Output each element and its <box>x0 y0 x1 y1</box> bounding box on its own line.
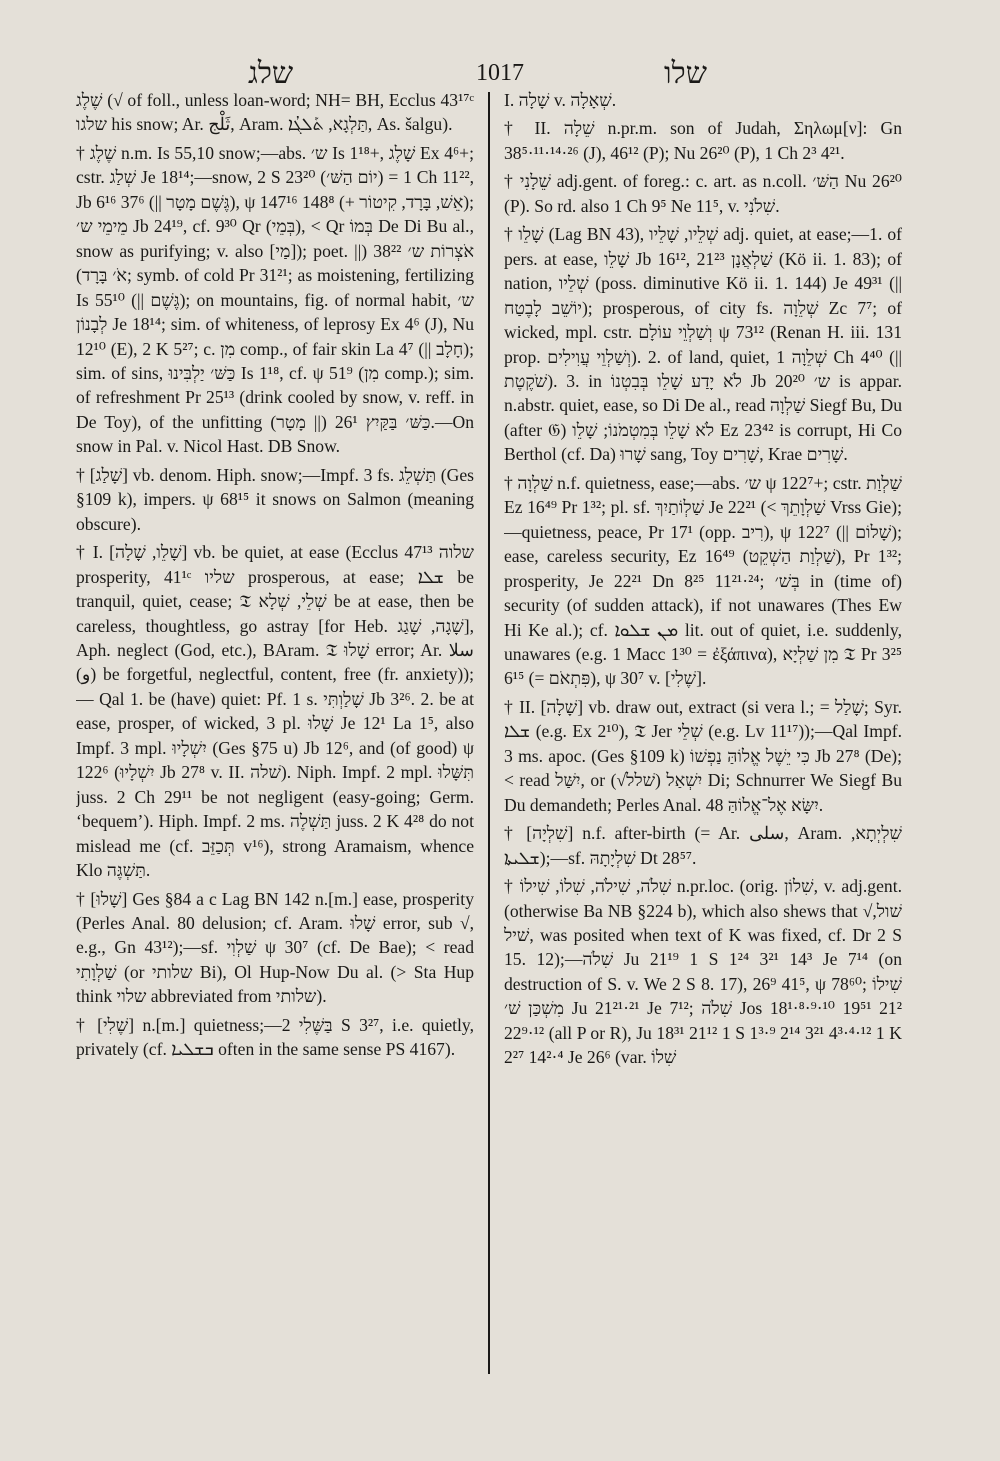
right-column <box>504 88 902 1378</box>
entry-text: † II. [שָׁלָה] vb. draw out, extract (si vera l.; = שָׁלַל; Syr. ܫܠܐ (e.g. Ex 2¹⁰), 𝔗 Jer שְׁלֵי (e.g. Lv 11¹⁷));—Qal Impf. 3 ms. apoc. (Ges §109 k) כִּי יֵשֶׁל אֱלוֹהַּ נַפְשׁוֹ Jb 27⁸ (De); < read יִשַּׁל, or יִשְׁאַל (שׁלל√) Di; Schnurrer We Siegf Bu Du demandeth; Perles Anal. 48 יִשָּׂא אֶל־אֱלוֹהַּ. <box>504 696 902 815</box>
entry-sheli-noun <box>76 1013 474 1062</box>
entry-text: † שֵׁלָנִי adj.gent. of foreg.: c. art. as n.coll. הַשּׁ׳ Nu 26²⁰ (P). So rd. also 1 Ch 9⁵ Ne 11⁵, v. שִׁלֹנִי. <box>504 171 902 216</box>
entry-shelag-noun <box>76 141 474 459</box>
entry-shelah-prm <box>504 116 902 165</box>
entry-text: I. שָׁלָה v. שְׁאָלָה. <box>504 90 617 110</box>
entry-shilyah-noun <box>504 821 902 870</box>
entry-shalew-adj <box>504 222 902 467</box>
right-running-head: שלו <box>664 56 707 91</box>
column-divider <box>488 92 490 1374</box>
entry-text: † שִׁלֹה, שִׁילֹה, שִׁלוֹ, שִׁילוֹ n.pr.loc. (orig. שִׁלוֹן, v. adj.gent. (otherwise Ba NB §224 b), which also shews that √שׁול, שׁיל, was posited when text of K was fixed, cf. Dr 2 S 15. 12);—שִׁלֹה Ju 21¹⁹ 1 S 1²⁴ 3²¹ 14³ Je 7¹⁴ (on destruction of S. v. We 2 S 8. 17), 26⁹ 41⁵, ψ 78⁶⁰; שִׁילוֹ מִשְׁכַּן שׁ׳ Ju 21²¹·²¹ Je 7¹²; שִׁלֹה Jos 18¹·⁸·⁹·¹⁰ 19⁵¹ 21² 22⁹·¹² (all P or R), Ju 18³¹ 21¹² 1 S 1³·⁹ 2¹⁴ 3²¹ 4³·⁴·¹² 1 K 2²⁷ 14²·⁴ Je 26⁶ (var. שִׁלוֹ <box>504 876 902 1068</box>
entry-text: † [שִׁלְיָה] n.f. after-birth (= Ar. سلى, Aram. שִׁלְיְתָא, ܫܠܝܬܐ);—sf. שִׁלְיָתָהּ Dt 28⁵⁷. <box>504 823 902 868</box>
left-running-head: שלג <box>248 56 294 91</box>
entry-text: † I. [שָׁלֵו, שָׁלָה] vb. be quiet, at ease (Ecclus 47¹³ שלוה prosperity, 41¹ᶜ שליו prosperous, at ease; ܫܠܐ be tranquil, quiet, cease; 𝔗 שְׁלֵי, שְׁלָא be at ease, then be careless, thoughtless, go astray [for Heb. שָׁגָה, שָׁגַג], Aph. neglect (God, etc.), BAram. 𝔗 שָׁלוּ error; Ar. سلا (و) be forgetful, neglectful, content, free (fr. anxiety));— Qal 1. be (have) quiet: Pf. 1 s. שָׁלַוְתִּי Jb 3²⁶. 2. be at ease, prosper, of wicked, 3 pl. שָׁלוּ Je 12¹ La 1⁵, also Impf. 3 mpl. יִשְׁלָיוּ (Ges §75 u) Jb 12⁶, and (of good) ψ 122⁶ (יִשְׁלָיוּ Jb 27⁸ v. II. שׁלה). Niph. Impf. 2 mpl. תִּשָּׁלוּ juss. 2 Ch 29¹¹ be not negligent (easy-going; Germ. ‘bequem’). Hiph. Impf. 2 ms. תַּשְׁלֶה juss. 2 K 4²⁸ do not mislead me (cf. תְּכַזֵּב v¹⁶), strong Aramaism, whence Klo תַּשְׁגֶּה. <box>76 542 474 881</box>
entry-text: † [שֶׁלִי] n.[m.] quietness;—בַּשֶּׁלִי 2 S 3²⁷, i.e. quietly, privately (cf. ܒܫܠܝܐ often in the same sense PS 4167). <box>76 1014 474 1060</box>
entry-text: † [שָׁלוּ] Ges §84 a c Lag BN 142 n.[m.] ease, prosperity (Perles Anal. 80 delusion; cf. Aram. שָׁלוּ error, sub √, e.g., Gn 43¹²);—sf. שַׁלְוִי ψ 30⁷ (cf. De Bae); < read שַׁלְוָתִי (or שלותי Bi), Ol Hup-Now Du al. (> Sta Hup think שלוי abbreviated from שלותי). <box>76 888 474 1007</box>
entry-shalu-noun <box>76 887 474 1009</box>
entry-shalwah-noun <box>504 471 902 691</box>
entry-shelani-gent <box>504 169 902 218</box>
entry-text: † שַׁלְוָה n.f. quietness, ease;—abs. ש׳ ψ 122⁷+; cstr. שַׁלְוַת Ez 16⁴⁹ Pr 1³²; pl. sf. שַׁלְוֹתַיִךְ Je 22²¹ (< שַׁלְוָתֵךְ Vrss Gie);—quietness, peace, Pr 17¹ (opp. רִיב), ψ 122⁷ (|| שָׁלוֹם); ease, careless security, Ez 16⁴⁹ (שַׁלְוַת הַשְׁקֵט), Pr 1³²; prosperity, Je 22²¹ Dn 8²⁵ 11²¹·²⁴; בְּשׁ׳ in (time of) security (of sudden attack), if not unawares (Thes Ew Hi Ke al.); cf. ܡܢ ܫܠܘܐ lit. out of quiet, i.e. suddenly, unawares (e.g. 1 Macc 1³⁰ = ἐξάπινα), מִן שַׁלְיָא 𝔗 Pr 3²⁵ 6¹⁵ (= פִּתְאֹם), ψ 30⁷ v. [שֶׁלִי]. <box>504 472 902 689</box>
page-number: 1017 <box>476 60 524 86</box>
entry-shalah-verb-ii <box>504 695 902 817</box>
entry-shalag-verb <box>76 463 474 536</box>
entry-text: † [שָׁלַג] vb. denom. Hiph. snow;—Impf. 3 fs. תַּשְׁלֵג (Ges §109 k), impers. ψ 68¹⁵ it snows on Salmon (meaning obscure). <box>76 464 474 534</box>
entry-text: † שֶׁלֶג n.m. Is 55,10 snow;—abs. ש׳ Is 1¹⁸+, שָׁלֶג Ex 4⁶+; cstr. שְׁלַג Je 18¹⁴;—snow, 2 S 23²⁰ (יוֹם הַשּׁ׳) = 1 Ch 11²², Jb 6¹⁶ 37⁶ (|| גֶּשֶׁם מָטָר), ψ 147¹⁶ 148⁸ (+ אֵשׁ, בָּרָד, קִיטוֹר); מֵימֵי ש׳ Jb 24¹⁹, cf. 9³⁰ Qr (בְּמֵי), < Qr בְּמוֹ De Di Bu al., snow as purifying; v. also [מַי]); poet. אֹצְרוֹת ש׳ 38²² (|| אֹ׳ בָּרָד); symb. of cold Pr 31²¹; as moistening, fertilizing Is 55¹⁰ (|| גֶּשֶׁם); on mountains, fig. of normal habit, ש׳ לְבָנוֹן Je 18¹⁴; sim. of whiteness, of leprosy Ex 4⁶ (J), Nu 12¹⁰ (E), 2 K 5²⁷; c. מִן comp., of fair skin La 4⁷ (|| חָלָב); sim. of sins, כַּשּׁ׳ יַלְבִּינוּ Is 1¹⁸, cf. ψ 51⁹ (מִן comp.); sim. of refreshment Pr 25¹³ (drink cooled by snow, v. reff. in De Toy), of the unfitting כַּשּׁ׳ בַּקַּיִץ 26¹ (|| מָטָר).—On snow in Pal. v. Nicol Hast. DB Snow. <box>76 142 474 457</box>
entry-shiloh-prloc <box>504 874 902 1070</box>
entry-text: שֶׁלֶג (√ of foll., unless loan-word; NH= BH, Ecclus 43¹⁷ᶜ שלגו his snow; Ar. ثَلْج, Aram. תַּלְגָא, ܬܰܠܓܳܐ, As. šalgu). <box>76 90 474 135</box>
entry-text: † II. שֵׁלָה n.pr.m. son of Judah, Σηλωμ[ν]: Gn 38⁵·¹¹·¹⁴·²⁶ (J), 46¹² (P); Nu 26²⁰ (P), 1 Ch 2³ 4²¹. <box>504 118 902 163</box>
entry-shelag-root <box>76 88 474 137</box>
entry-shalah-verb-i <box>76 540 474 882</box>
left-column <box>76 88 474 1378</box>
entry-shalah-i-xref <box>504 88 902 112</box>
entry-text: † שָׁלֵו (Lag BN 43), שְׁלֵיו, שָׁלֵיו adj. quiet, at ease;—1. of pers. at ease, שָׁלֵו Jb 16¹², שַׁלְאֲנָן 21²³ (Kö ii. 1. 83); of nation, שְׁלֵיו (poss. diminutive Kö ii. 1. 144) Je 49³¹ (|| יוֹשֵׁב לָבֶטַח); prosperous, of city fs. שְׁלֵוָה Zc 7⁷; of wicked, mpl. cstr. וְשַׁלְוֵי עוֹלָם ψ 73¹² (Renan H. iii. 131 prop. וְשַׁלְוֵי עֲוִילִים). 2. of land, quiet, שְׁלֵוָה 1 Ch 4⁴⁰ (|| שֹׁקֶטֶת). 3. in לֹא יָדַע שָׁלֵו בְּבִטְנוֹ Jb 20²⁰ ש׳ is appar. n.abstr. quiet, ease, so Di De al., read שַׁלְוָה Siegf Bu, Du (after 𝔊) לֹא שָׁלֵו בְּמִטְמֹנוֹ; שָׁלֵו Ez 23⁴² is corrupt, Hi Co Berthol (cf. Da) שָׁרוּ sang, Toy שָׁרִים, Krae שָׁרִים. <box>504 224 902 465</box>
